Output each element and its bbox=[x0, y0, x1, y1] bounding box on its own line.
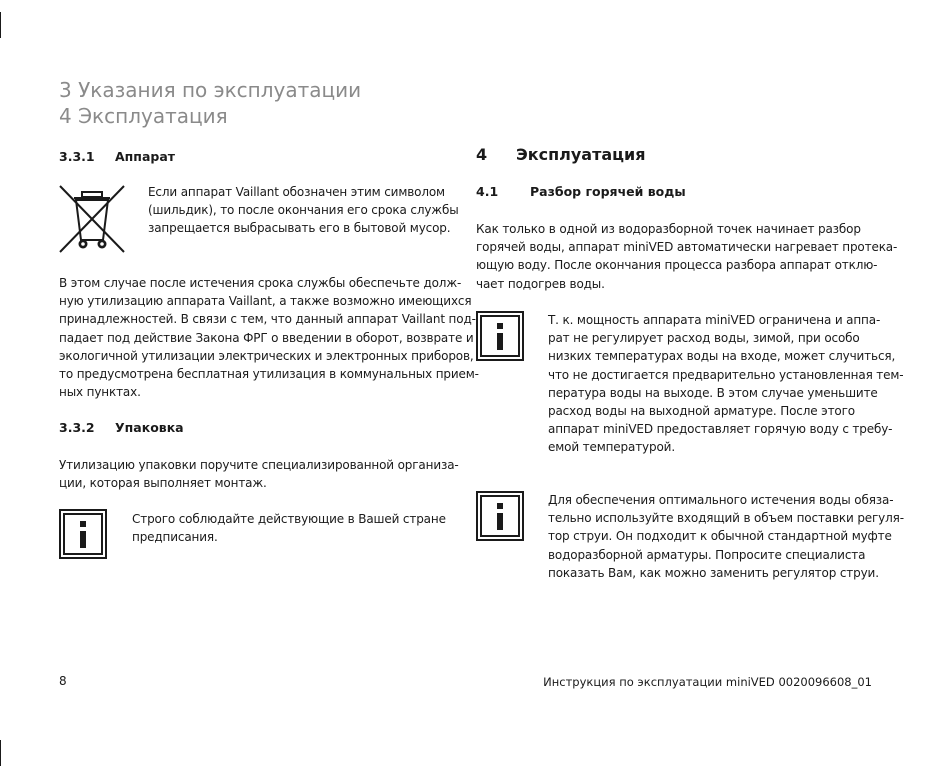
text-line: низких температурах воды на входе, может случиться, bbox=[548, 349, 896, 364]
text-line: Т. к. мощность аппарата miniVED ограничена и аппа- bbox=[548, 313, 881, 327]
page-number: 8 bbox=[59, 674, 67, 688]
text-line: тор струи. Он подходит к обычной стандартной муфте bbox=[548, 529, 892, 544]
section-number: 4.1 bbox=[476, 184, 499, 199]
text-line: Утилизацию упаковки поручите специализированной организа- bbox=[59, 458, 459, 472]
info-icon bbox=[476, 311, 524, 361]
text-line: Если аппарат Vaillant обозначен этим символом bbox=[148, 185, 445, 199]
text-line: ных пунктах. bbox=[59, 385, 141, 400]
text-line: аппарат miniVED предоставляет горячую воду с требу- bbox=[548, 422, 893, 437]
text-line: предписания. bbox=[132, 530, 218, 545]
section-3-3-2-heading bbox=[59, 420, 184, 435]
text-line: чает подогрев воды. bbox=[476, 276, 605, 291]
text-line: расход воды на выходной арматуре. После этого bbox=[548, 404, 855, 419]
info-icon bbox=[476, 491, 524, 541]
text-line: рат не регулирует расход воды, зимой, при особо bbox=[548, 331, 860, 346]
text-line: то предусмотрена бесплатная утилизация в коммунальных прием- bbox=[59, 367, 479, 382]
chapter-4-heading bbox=[476, 145, 646, 164]
info-note-power-limit bbox=[548, 311, 903, 457]
recycle-note-text bbox=[148, 183, 459, 238]
header-line-2: 4 Эксплуатация bbox=[59, 104, 228, 128]
text-line: ную утилизацию аппарата Vaillant, а также возможно имеющихся bbox=[59, 294, 472, 309]
text-line: что не достигается предварительно установленная тем- bbox=[548, 367, 904, 382]
section-number: 3.3.1 bbox=[59, 149, 95, 164]
disposal-paragraph bbox=[59, 274, 479, 401]
text-line: падает под действие Закона ФРГ о введении в оборот, возврате и bbox=[59, 330, 474, 345]
text-line: тельно используйте входящий в объем поставки регуля- bbox=[548, 511, 904, 526]
info-note-flow-regulator bbox=[548, 491, 904, 582]
text-line: экологичной утилизации электрических и электронных приборов, bbox=[59, 348, 474, 363]
text-line: запрещается выбрасывать его в бытовой мусор. bbox=[148, 221, 451, 236]
text-line: емой температурой. bbox=[548, 440, 675, 455]
text-line: горячей воды, аппарат miniVED автоматически нагревает протека- bbox=[476, 240, 898, 255]
section-title: Упаковка bbox=[115, 420, 184, 435]
info-icon bbox=[59, 509, 107, 559]
text-line: пература воды на выходе. В этом случае уменьшите bbox=[548, 385, 878, 400]
text-line: Как только в одной из водоразборной точек начинает разбор bbox=[476, 222, 861, 236]
document-reference: Инструкция по эксплуатации miniVED 0020096608_01 bbox=[543, 675, 872, 689]
header-line-1: 3 Указания по эксплуатации bbox=[59, 78, 362, 102]
packaging-paragraph bbox=[59, 456, 459, 492]
text-line: Строго соблюдайте действующие в Вашей стране bbox=[132, 512, 446, 526]
text-line: ции, которая выполняет монтаж. bbox=[59, 476, 267, 491]
section-title: Разбор горячей воды bbox=[530, 184, 686, 199]
text-line: Для обеспечения оптимального истечения воды обяза- bbox=[548, 493, 894, 507]
crop-mark-bottom bbox=[0, 740, 1, 766]
section-3-3-1-heading bbox=[59, 149, 175, 164]
hot-water-paragraph bbox=[476, 220, 897, 293]
text-line: водоразборной арматуры. Попросите специалиста bbox=[548, 547, 866, 562]
section-number: 3.3.2 bbox=[59, 420, 95, 435]
chapter-number: 4 bbox=[476, 145, 488, 164]
info-note-regulations bbox=[132, 510, 446, 546]
crop-mark-top bbox=[0, 12, 1, 38]
text-line: (шильдик), то после окончания его срока службы bbox=[148, 203, 459, 218]
section-title: Аппарат bbox=[115, 149, 176, 164]
crossed-out-wheelie-bin-icon bbox=[58, 184, 126, 254]
text-line: ющую воду. После окончания процесса разбора аппарат отклю- bbox=[476, 258, 878, 273]
text-line: принадлежностей. В связи с тем, что данный аппарат Vaillant под- bbox=[59, 312, 476, 327]
chapter-title: Эксплуатация bbox=[516, 145, 646, 164]
text-line: В этом случае после истечения срока службы обеспечьте долж- bbox=[59, 276, 462, 290]
text-line: показать Вам, как можно заменить регулятор струи. bbox=[548, 565, 879, 580]
section-4-1-heading bbox=[476, 184, 686, 199]
